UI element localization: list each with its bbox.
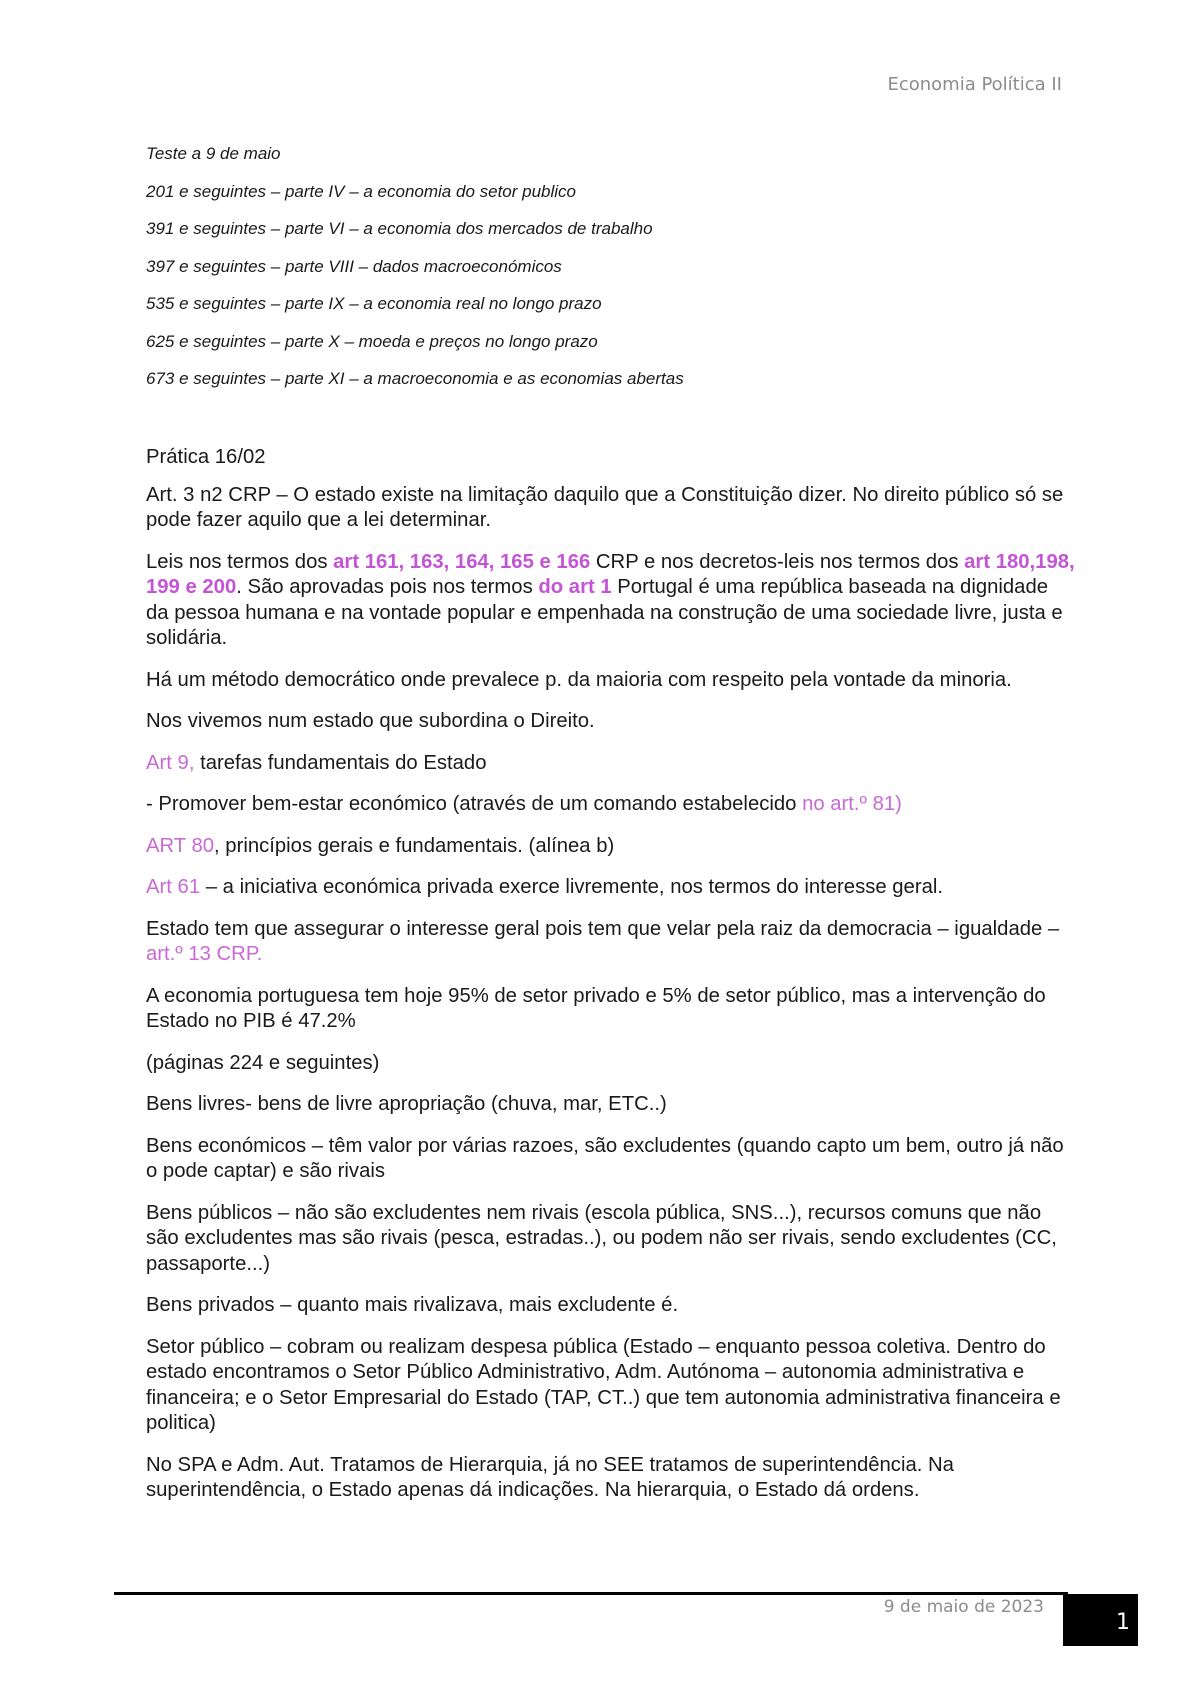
article-reference: art 161, 163, 164, 165 e 166 xyxy=(333,550,591,573)
footer-date: 9 de maio de 2023 xyxy=(883,1597,1044,1617)
article-reference: no art.º 81) xyxy=(802,793,902,815)
footer-divider xyxy=(114,1592,1068,1595)
text-span: tarefas fundamentais do Estado xyxy=(194,751,487,774)
article-reference: do art 1 xyxy=(538,576,612,598)
text-span: CRP e nos decretos-leis nos termos dos xyxy=(590,550,965,573)
text-span: – a iniciativa económica privada exerce livremente, nos termos do interesse geral. xyxy=(200,876,944,898)
article-reference: Art 9, xyxy=(146,751,195,774)
list-item: 535 e seguintes – parte IX – a economia real no longo prazo xyxy=(146,294,602,313)
paragraph: Setor público – cobram ou realizam despesa pública (Estado – enquanto pessoa coletiva. Dentro do estado encontramos o Setor Público Administrativo, Adm. Autónoma – autonomia administrativa e financeira; e o Setor Empresarial do Estado (TAP, CT..) que tem autonomia administrativa financeira e politica) xyxy=(146,1335,1061,1434)
text-span: , princípios gerais e fundamentais. (alínea b) xyxy=(214,834,615,857)
article-reference: Art 61 xyxy=(146,876,201,898)
page-number: 1 xyxy=(1116,1610,1130,1635)
list-item: 625 e seguintes – parte X – moeda e preços no longo prazo xyxy=(146,331,598,351)
test-schedule-list xyxy=(146,144,1076,407)
article-reference: ART 80 xyxy=(146,834,215,857)
paragraph xyxy=(146,550,1076,652)
paragraph: Bens económicos – têm valor por várias razoes, são excludentes (quando capto um bem, outro já não o pode captar) e são rivais xyxy=(146,1134,1064,1182)
list-item: 201 e seguintes – parte IV – a economia do setor publico xyxy=(146,181,577,201)
paragraph xyxy=(146,751,1076,777)
paragraph: Bens públicos – não são excludentes nem rivais (escola pública, SNS...), recursos comuns que não são excludentes mas são rivais (pesca, estradas..), ou podem não ser rivais, sendo excludentes (CC, passaporte...) xyxy=(146,1201,1057,1275)
list-item: 673 e seguintes – parte XI – a macroeconomia e as economias abertas xyxy=(146,369,684,388)
page-header-title: Economia Política II xyxy=(887,74,1062,95)
section-heading: Prática 16/02 xyxy=(146,446,266,468)
paragraph: A economia portuguesa tem hoje 95% de setor privado e 5% de setor público, mas a intervenção do Estado no PIB é 47.2% xyxy=(146,984,1046,1032)
paragraph xyxy=(146,917,1076,968)
text-span: . São aprovadas pois nos termos xyxy=(236,576,539,598)
paragraph: No SPA e Adm. Aut. Tratamos de Hierarquia, já no SEE tratamos de superintendência. Na superintendência, o Estado apenas dá indicações. Na hierarquia, o Estado dá ordens. xyxy=(146,1453,954,1501)
article-reference: art 180,198, 199 e 200 xyxy=(146,550,1075,598)
text-span: Leis nos termos dos xyxy=(146,550,334,573)
paragraph: Bens livres- bens de livre apropriação (chuva, mar, ETC..) xyxy=(146,1093,667,1115)
paragraph: Há um método democrático onde prevalece p. da maioria com respeito pela vontade da minoria. xyxy=(146,668,1012,691)
paragraph xyxy=(146,834,1076,860)
paragraph xyxy=(146,792,1076,818)
paragraph xyxy=(146,875,1076,901)
text-span: Portugal é uma república baseada na dignidade da pessoa humana e na vontade popular e empenhada na construção de uma sociedade livre, justa e solidária. xyxy=(146,576,1063,649)
list-item: 391 e seguintes – parte VI – a economia dos mercados de trabalho xyxy=(146,219,653,238)
paragraph: Bens privados – quanto mais rivalizava, mais excludente é. xyxy=(146,1294,679,1316)
text-span: - Promover bem-estar económico (através de um comando estabelecido xyxy=(146,793,803,815)
document-body xyxy=(146,445,1076,1520)
paragraph: (páginas 224 e seguintes) xyxy=(146,1051,380,1074)
text-span: Estado tem que assegurar o interesse geral pois tem que velar pela raiz da democracia – igualdade – xyxy=(146,917,1060,940)
paragraph: Nos vivemos num estado que subordina o Direito. xyxy=(146,710,595,732)
list-item: 397 e seguintes – parte VIII – dados macroeconómicos xyxy=(146,256,562,276)
article-reference: art.º 13 CRP. xyxy=(146,943,263,965)
list-item: Teste a 9 de maio xyxy=(146,144,281,163)
paragraph: Art. 3 n2 CRP – O estado existe na limitação daquilo que a Constituição dizer. No direito público só se pode fazer aquilo que a lei determinar. xyxy=(146,483,1064,531)
